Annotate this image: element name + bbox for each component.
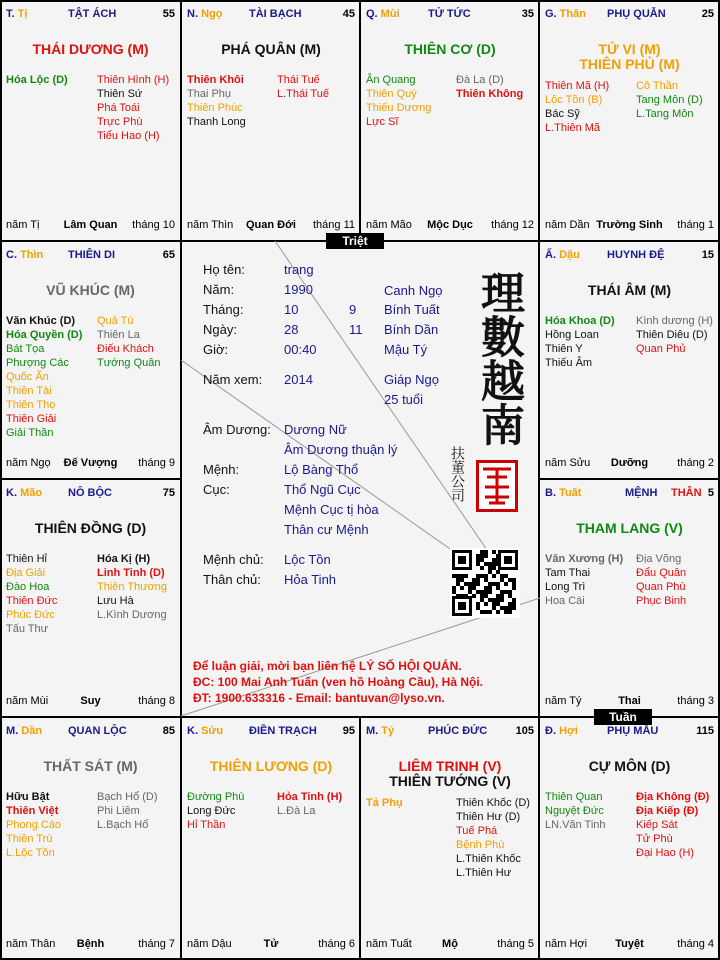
left-stars <box>6 314 82 440</box>
star: Lưu Hà <box>97 595 134 607</box>
palace-header <box>6 487 175 503</box>
palace-header <box>366 725 534 741</box>
star: Địa Kiếp (Đ) <box>636 805 699 817</box>
palace-footer <box>545 457 714 471</box>
star: Thiên Không <box>456 88 524 100</box>
star: Quan Phù <box>636 581 686 593</box>
star: Bạch Hổ (D) <box>97 791 158 803</box>
palace-header <box>6 725 175 741</box>
star: Long Trì <box>545 581 586 593</box>
menh-label: Mệnh: <box>203 462 240 477</box>
palace-year: năm Tị <box>6 219 40 231</box>
star: L.Thái Tuế <box>277 88 329 100</box>
palace-header <box>187 725 355 741</box>
palace-footer <box>187 219 355 233</box>
palace-number: 15 <box>701 249 714 261</box>
star: Cô Thần <box>636 80 678 92</box>
menh-value: Lộ Bàng Thổ <box>284 462 359 477</box>
palace-mao[interactable] <box>0 479 181 717</box>
cuc-value2: Mệnh Cục tị hòa <box>284 502 379 517</box>
name-value: trang <box>284 262 314 277</box>
contact-line-3: ĐT: 1900.633316 - Email: bantuvan@lyso.vn. <box>193 691 445 705</box>
main-star: LIÊM TRINH (V) <box>398 758 502 774</box>
left-stars <box>6 790 61 860</box>
star: Thiên Đức <box>6 595 58 607</box>
palace-name: TÀI BẠCH <box>249 8 302 20</box>
palace-name: THIÊN DI <box>68 249 116 261</box>
palace-number: 105 <box>515 725 534 737</box>
palace-year: năm Dần <box>545 219 590 231</box>
day-label: Ngày: <box>203 322 237 337</box>
month-can: Bính Tuất <box>384 302 440 317</box>
star: Hóa Quyền (D) <box>6 329 83 341</box>
left-stars <box>545 790 606 832</box>
cuc-value: Thổ Ngũ Cục <box>284 482 361 497</box>
palace-thin[interactable] <box>0 241 181 479</box>
palace-name: QUAN LỘC <box>68 725 127 737</box>
palace-month: tháng 8 <box>138 695 175 707</box>
seal-text: 扶董公司 <box>449 446 465 502</box>
palace-footer <box>6 938 175 952</box>
star: Hóa Khoa (D) <box>545 315 615 327</box>
palace-number: 25 <box>701 8 714 20</box>
month-lunar: 9 <box>349 302 357 317</box>
star: Phúc Đức <box>6 609 55 621</box>
year-value: 1990 <box>284 282 313 297</box>
palace-can: K. Mão <box>6 487 43 499</box>
truong-sinh: Tuyệt <box>615 938 644 950</box>
palace-header <box>6 249 175 265</box>
star: Long Đức <box>187 805 236 817</box>
palace-number: 95 <box>342 725 355 737</box>
star: Văn Xương (H) <box>545 553 624 565</box>
star: Kình dương (H) <box>636 315 713 327</box>
star: Đà La (D) <box>456 74 504 86</box>
palace-name: NÔ BỘC <box>68 487 112 499</box>
star: Quả Tú <box>97 315 134 327</box>
palace-hoi[interactable] <box>539 717 720 960</box>
star: L.Thiên Hư <box>456 867 512 879</box>
truong-sinh: Mộc Dục <box>427 219 473 231</box>
right-stars <box>277 73 329 101</box>
red-seal-icon <box>476 460 518 512</box>
hour-value: 00:40 <box>284 342 317 357</box>
palace-name: ĐIỀN TRẠCH <box>249 725 317 737</box>
star: Phi Liêm <box>97 805 140 817</box>
star: Thái Tuế <box>277 74 320 86</box>
palace-header <box>545 249 714 265</box>
star: L.Tang Môn <box>636 108 694 120</box>
palace-suu[interactable] <box>181 717 361 960</box>
star: Thiên Y <box>545 343 583 355</box>
cuc-value3: Thân cư Mệnh <box>284 522 369 537</box>
star: Phong Cáo <box>6 819 62 831</box>
truong-sinh: Trường Sinh <box>596 219 663 231</box>
palace-ty2[interactable] <box>360 717 540 960</box>
palace-than[interactable] <box>539 0 720 241</box>
view-year-value: 2014 <box>284 372 313 387</box>
palace-footer <box>545 938 714 952</box>
star: Thiên Quan <box>545 791 603 803</box>
palace-name: TẬT ÁCH <box>68 8 117 20</box>
year-label: Năm: <box>203 282 235 297</box>
right-stars <box>456 73 523 101</box>
hour-label: Giờ: <box>203 342 229 357</box>
palace-name-2: THÂN <box>671 487 702 499</box>
star: Thiên La <box>97 329 140 341</box>
star: Tướng Quân <box>97 357 161 369</box>
palace-ngo[interactable] <box>181 0 361 241</box>
day-value: 28 <box>284 322 299 337</box>
amduong-value: Dương Nữ <box>284 422 347 437</box>
palace-can: Đ. Hợi <box>545 725 578 737</box>
palace-month: tháng 9 <box>138 457 175 469</box>
amduong-value2: Âm Dương thuận lý <box>284 442 398 457</box>
star: Thiên Hình (H) <box>97 74 170 86</box>
star: Thiên Diêu (D) <box>636 329 708 341</box>
palace-name: PHÚC ĐỨC <box>428 725 488 737</box>
star: Thiên Giải <box>6 413 57 425</box>
palace-month: tháng 4 <box>677 938 714 950</box>
star: Tuế Phá <box>456 825 498 837</box>
palace-month: tháng 3 <box>677 695 714 707</box>
palace-month: tháng 12 <box>491 219 534 231</box>
palace-header <box>545 8 714 24</box>
main-star: THIÊN TƯỚNG (V) <box>389 773 511 789</box>
star: Lộc Tồn (B) <box>545 94 603 106</box>
palace-can: T. Tị <box>6 8 28 20</box>
star: Đại Hao (H) <box>636 847 695 859</box>
palace-number: 55 <box>162 8 175 20</box>
tuan-badge: Tuần <box>594 709 652 725</box>
left-stars <box>187 73 246 129</box>
palace-can: M. Dần <box>6 725 43 737</box>
palace-name: PHỤ QUẪN <box>607 8 666 20</box>
palace-number: 85 <box>162 725 175 737</box>
palace-number: 45 <box>342 8 355 20</box>
palace-month: tháng 2 <box>677 457 714 469</box>
star: Tiểu Hao (H) <box>97 130 160 142</box>
star: Địa Giải <box>6 567 46 579</box>
star: L.Lộc Tồn <box>6 847 55 859</box>
palace-can: N. Ngọ <box>187 8 223 20</box>
star: Thiên Phúc <box>187 102 243 114</box>
star: Quốc Ấn <box>6 371 49 383</box>
right-stars <box>636 790 709 860</box>
star: Thiên Việt <box>6 805 59 817</box>
palace-header <box>545 725 714 741</box>
left-stars <box>366 73 431 129</box>
triet-badge: Triệt <box>326 233 384 249</box>
star: Giải Thần <box>6 427 54 439</box>
star: Tử Phù <box>636 833 673 845</box>
main-star: THÁI DƯƠNG (M) <box>32 41 149 57</box>
month-value: 10 <box>284 302 299 317</box>
palace-year: năm Ngọ <box>6 457 51 469</box>
star: Bác Sỹ <box>545 108 580 120</box>
star: L.Thiên Khốc <box>456 853 521 865</box>
star: Thiên Khôi <box>187 74 244 86</box>
main-star: TỬ VI (M) <box>598 41 661 57</box>
palace-footer <box>6 457 175 471</box>
palace-footer <box>366 938 534 952</box>
right-stars <box>277 790 342 818</box>
contact-line-2: ĐC: 100 Mai Anh Tuấn (ven hồ Hoàng Cầu), Hà Nội. <box>193 675 484 689</box>
star: Đẩu Quân <box>636 567 687 579</box>
star: Trực Phù <box>97 116 143 128</box>
main-star: CỰ MÔN (D) <box>588 758 671 774</box>
palace-year: năm Sửu <box>545 457 591 469</box>
star: Thiên Quý <box>366 88 417 100</box>
star: Hóa Lộc (D) <box>6 74 68 86</box>
thanchu-value: Hỏa Tinh <box>284 572 337 587</box>
calligraphy-title: 理數越南 <box>473 270 524 446</box>
palace-dau[interactable] <box>539 241 720 479</box>
palace-ty[interactable] <box>0 0 181 241</box>
star: Đào Hoa <box>6 581 50 593</box>
palace-footer <box>366 219 534 233</box>
palace-can: C. Thìn <box>6 249 44 261</box>
star: Thiên Trù <box>6 833 53 845</box>
palace-year: năm Thân <box>6 938 56 950</box>
star: Nguyệt Đức <box>545 805 604 817</box>
main-star: PHÁ QUÂN (M) <box>221 41 321 57</box>
star: Tấu Thư <box>6 623 49 635</box>
right-stars <box>636 79 703 121</box>
contact-line-1: Để luận giải, mời bạn liên hệ LÝ SỐ HỘI QUÁN. <box>193 659 462 673</box>
star: Hoa Cái <box>545 595 585 607</box>
left-stars <box>545 314 615 370</box>
palace-year: năm Dậu <box>187 938 232 950</box>
left-stars <box>545 552 623 608</box>
palace-month: tháng 1 <box>677 219 714 231</box>
star: Hóa Kị (H) <box>97 553 151 565</box>
truong-sinh: Tử <box>263 938 279 950</box>
palace-footer <box>6 219 175 233</box>
star: Tả Phụ <box>366 797 403 809</box>
main-star: THIÊN PHỦ (M) <box>579 56 680 72</box>
right-stars <box>636 552 686 608</box>
palace-month: tháng 7 <box>138 938 175 950</box>
palace-number: 65 <box>162 249 175 261</box>
star: Tang Môn (D) <box>636 94 703 106</box>
palace-name: MỆNH <box>625 487 658 499</box>
day-can: Bính Dần <box>384 322 439 337</box>
main-star: THẤT SÁT (M) <box>43 758 138 774</box>
star: Thai Phụ <box>187 88 232 100</box>
palace-name: PHỤ MẪU <box>607 725 659 737</box>
star: Bệnh Phù <box>456 839 505 851</box>
palace-year: năm Thìn <box>187 219 234 231</box>
palace-header <box>366 8 534 24</box>
star: Hỏa Tinh (H) <box>277 791 343 803</box>
star: Thiên Hư (D) <box>456 811 521 823</box>
cuc-label: Cục: <box>203 482 230 497</box>
palace-number: 5 <box>707 487 714 499</box>
truong-sinh: Mộ <box>442 938 458 950</box>
main-star: VŨ KHÚC (M) <box>46 282 135 298</box>
star: Tam Thai <box>545 567 591 579</box>
palace-month: tháng 11 <box>312 219 355 231</box>
palace-can: M. Tý <box>366 725 395 737</box>
star: Văn Khúc (D) <box>6 315 76 327</box>
star: Kiếp Sát <box>636 819 678 831</box>
star: Thiên Thương <box>97 581 168 593</box>
palace-year: năm Tuất <box>366 938 412 950</box>
palace-year: năm Mùi <box>6 695 49 707</box>
truong-sinh: Dưỡng <box>610 457 649 469</box>
star: Hồng Loan <box>545 329 599 341</box>
age-value: 25 tuổi <box>384 392 424 407</box>
star: L.Đà La <box>277 805 316 817</box>
view-year-label: Năm xem: <box>203 372 263 387</box>
main-star: THIÊN ĐỒNG (D) <box>34 520 147 536</box>
star: Lực Sĩ <box>366 116 399 128</box>
name-label: Họ tên: <box>203 262 245 277</box>
left-stars <box>6 73 68 87</box>
star: Ân Quang <box>366 74 416 86</box>
qr-code-icon[interactable] <box>450 548 520 618</box>
right-stars <box>456 796 530 880</box>
star: Thiên Hỉ <box>6 553 47 565</box>
menhchu-value: Lộc Tồn <box>284 552 331 567</box>
month-label: Tháng: <box>203 302 244 317</box>
star: Hữu Bật <box>6 791 50 803</box>
star: Hỉ Thần <box>187 819 226 831</box>
star: Linh Tinh (D) <box>97 567 165 579</box>
view-year-can: Giáp Ngọ <box>384 372 439 387</box>
truong-sinh: Bệnh <box>76 938 105 950</box>
palace-can: B. Tuất <box>545 487 582 499</box>
star: Phượng Các <box>6 357 69 369</box>
star: L.Kình Dương <box>97 609 167 621</box>
palace-name: HUYNH ĐỆ <box>607 249 665 261</box>
palace-number: 75 <box>162 487 175 499</box>
star: Đường Phù <box>187 791 245 803</box>
right-stars <box>97 73 169 143</box>
truong-sinh: Đế Vượng <box>63 457 118 469</box>
palace-header <box>545 487 714 503</box>
star: Thiên Tài <box>6 385 52 397</box>
palace-number: 115 <box>696 725 714 737</box>
star: Địa Không (Đ) <box>636 791 710 803</box>
star: Thiên Sứ <box>97 88 143 100</box>
menhchu-label: Mệnh chủ: <box>203 552 264 567</box>
palace-can: Ấ. Dậu <box>545 249 580 261</box>
main-star: THÁI ÂM (M) <box>587 282 672 298</box>
star: Bát Tọa <box>6 343 45 355</box>
amduong-label: Âm Dương: <box>203 422 271 437</box>
star: LN.Văn Tinh <box>545 819 606 831</box>
star: Phá Toái <box>97 102 140 114</box>
palace-can: Q. Mùi <box>366 8 400 20</box>
palace-footer <box>545 695 714 709</box>
truong-sinh: Thai <box>618 695 641 707</box>
right-stars <box>97 314 161 370</box>
palace-name: TỬ TỨC <box>428 8 471 20</box>
star: Quan Phủ <box>636 343 686 355</box>
right-stars <box>97 790 158 832</box>
thanchu-label: Thân chủ: <box>203 572 261 587</box>
star: Địa Võng <box>636 553 682 565</box>
palace-month: tháng 6 <box>318 938 355 950</box>
star: Thanh Long <box>187 116 246 128</box>
star: Điếu Khách <box>97 343 154 355</box>
star: Phục Binh <box>636 595 687 607</box>
star: L.Thiên Mã <box>545 122 601 134</box>
day-lunar: 11 <box>349 322 363 337</box>
star: Thiếu Âm <box>545 357 593 369</box>
main-star: THIÊN LƯƠNG (D) <box>209 758 333 774</box>
right-stars <box>636 314 713 356</box>
left-stars <box>545 79 609 135</box>
hour-can: Mậu Tý <box>384 342 428 357</box>
palace-year: năm Tý <box>545 695 582 707</box>
palace-header <box>6 8 175 24</box>
palace-number: 35 <box>521 8 534 20</box>
star: Thiên Khốc (D) <box>456 797 530 809</box>
palace-header <box>187 8 355 24</box>
truong-sinh: Quan Đới <box>246 219 296 231</box>
palace-mui[interactable] <box>360 0 540 241</box>
left-stars <box>187 790 244 832</box>
palace-year: năm Hợi <box>545 938 588 950</box>
year-can: Canh Ngọ <box>384 283 443 298</box>
palace-month: tháng 10 <box>132 219 175 231</box>
truong-sinh: Lâm Quan <box>63 219 118 231</box>
palace-year: năm Mão <box>366 219 412 231</box>
left-stars <box>6 552 57 636</box>
palace-footer <box>545 219 714 233</box>
palace-can: K. Sửu <box>187 725 224 737</box>
main-star: THIÊN CƠ (D) <box>404 41 496 57</box>
left-stars <box>366 796 403 810</box>
star: Thiên Mã (H) <box>545 80 610 92</box>
palace-footer <box>6 695 175 709</box>
palace-month: tháng 5 <box>497 938 534 950</box>
palace-can: G. Thân <box>545 8 586 20</box>
star: Thiếu Dương <box>366 102 432 114</box>
star: Thiên Thọ <box>6 399 56 411</box>
palace-footer <box>187 938 355 952</box>
palace-tuat[interactable] <box>539 479 720 717</box>
truong-sinh: Suy <box>80 695 101 707</box>
palace-dan[interactable] <box>0 717 181 960</box>
star: L.Bạch Hổ <box>97 819 149 831</box>
right-stars <box>97 552 167 622</box>
main-star: THAM LANG (V) <box>576 520 683 536</box>
